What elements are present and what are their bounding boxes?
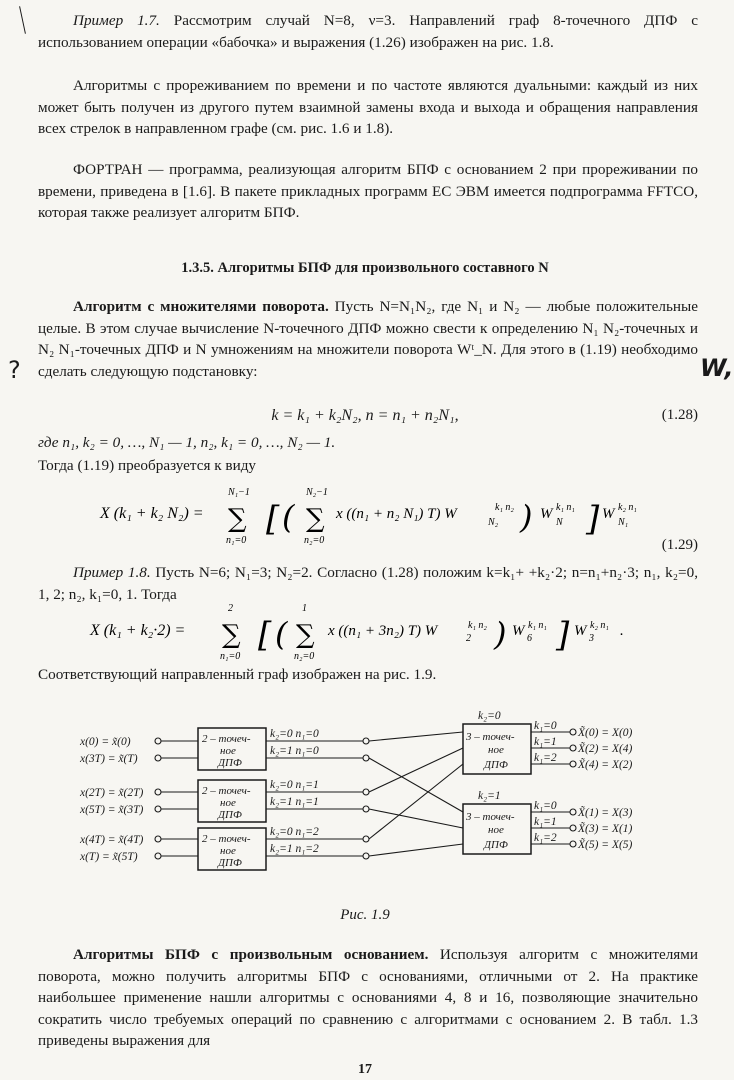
svg-text:ДПФ: ДПФ: [484, 839, 508, 851]
input-label: x(T) = x̃(5T): [80, 851, 138, 863]
paragraph-text: ФОРТРАН — программа, реализующая алгоритм БПФ с основанием 2 при прореживании по времени, приведена в [1.6]. В пакете прикладных программ ЕС ЭВМ имеется подпрограмма FFTCO, которая также реализует алгоритм БПФ.: [38, 161, 698, 221]
inner-sum-sign: ∑: [306, 504, 325, 534]
paragraph-text: Используя алгоритм с множителями поворота, можно получить алгоритмы БПФ с основаниями, отличными от 2. На практике наибольшее применение нашли алгоритмы с основаниями 4, 8 и 16, позволяющие значительно сократить число требуемых операций по сравнению с алгоритмами с основанием 2. В табл. 1.3 приведены выражения для: [38, 946, 699, 1049]
input-connectors: [155, 738, 198, 859]
sum-sign: ∑: [228, 504, 247, 534]
paragraph-text: Пусть N=N₁N₂, где N₁ и N₂ — любые положительные целые. В этом случае вычисление N-точечного ДПФ можно свести к определению N₁ N₂-точечных и N₂ N₁-точечных ДПФ и N умножениям на множители поворота Wᵗ_N. Для этого в (1.19) необходимо сделать следующую подстановку:: [38, 298, 698, 380]
period: .: [620, 623, 624, 639]
margin-question-mark: ?: [8, 356, 21, 384]
svg-text:3 – точеч-: 3 – точеч-: [466, 811, 515, 823]
svg-text:ДПФ: ДПФ: [218, 757, 242, 769]
w-sub: 2: [466, 633, 471, 644]
inner-sum-sign: ∑: [296, 620, 315, 650]
svg-text:ДПФ: ДПФ: [218, 857, 242, 869]
svg-text:ное: ное: [488, 824, 504, 836]
equation-example: [0, 603, 730, 661]
output-label: X̃(5) = X(5): [578, 839, 633, 851]
paragraph-arbitrary-radix: [38, 944, 698, 1052]
k1-label: k₁=0: [534, 720, 557, 732]
paragraph-example-1-8: [38, 562, 698, 605]
output-label: X̃(4) = X(2): [578, 759, 633, 771]
equation-number: (1.28): [661, 407, 698, 423]
dft2-box-1: [198, 728, 266, 770]
sum-upper: 2: [228, 603, 233, 614]
w2: W: [540, 506, 553, 522]
margin-stroke: [19, 6, 26, 34]
paren-close: ): [520, 498, 533, 536]
inner-sum-lower: n₂=0: [304, 535, 325, 546]
paragraph-label: Алгоритм с множителями поворота.: [73, 298, 329, 315]
sum-lower: n₁=0: [226, 535, 247, 546]
w2-exp: k₁ n₁: [556, 502, 575, 513]
paragraph-text: Алгоритмы с прореживанием по времени и по частоте являются дуальными: каждый из них может быть получен из другого путем взаимной замены входа и выхода и обращения направления всех стрелок в направленном графе (см. рис. 1.6 и 1.8).: [38, 77, 698, 137]
figure-1-9: [80, 708, 660, 893]
equation-1-29-graphic: [0, 485, 730, 547]
page-number: 17: [358, 1062, 372, 1077]
eq129-rhs: x ((n₁ + n₂ N₁) T) W: [336, 506, 457, 522]
sum-upper: N₁−1: [228, 487, 250, 498]
svg-text:2 – точеч-: 2 – точеч-: [202, 733, 251, 745]
k1-label: k₁=1: [534, 736, 557, 748]
bracket-close: ]: [586, 499, 600, 539]
sum-lower: n₁=0: [220, 651, 241, 662]
inner-sum-upper: 1: [302, 603, 307, 614]
eq129-lhs: X (k₁ + k₂ N₂) =: [100, 505, 204, 522]
svg-text:2 – точеч-: 2 – точеч-: [202, 833, 251, 845]
output-label: X̃(2) = X(4): [578, 743, 633, 755]
inner-term: x ((n₁ + 3n₂) T) W: [328, 623, 438, 639]
svg-text:2 – точеч-: 2 – точеч-: [202, 785, 251, 797]
paragraph-then: [38, 455, 698, 477]
w3-sub: N₁: [618, 517, 629, 528]
w-exp: k₁ n₂: [495, 502, 514, 513]
equation-1-29: [0, 485, 730, 553]
paragraph-example-1-7: [38, 10, 698, 53]
output-label: X̃(1) = X(3): [578, 807, 633, 819]
mid-label: k₂=0 n₁=0: [270, 728, 319, 740]
example-label: Пример 1.7.: [73, 12, 160, 29]
equation-where-clause: [38, 432, 698, 454]
svg-text:ное: ное: [220, 745, 236, 757]
paragraph-text: Пусть N=6; N₁=3; N₂=2. Согласно (1.28) положим k=k₁+ +k₂·2; n=n₁+n₂·3; n₁, k₂=0, 1, 2; n₂, k₁=0, 1. Тогда: [38, 564, 698, 603]
equation-1-28: [0, 407, 730, 425]
w3-exp: k₂ n₁: [618, 502, 637, 513]
w6-exp: k₁ n₁: [528, 620, 547, 631]
mid-label: k₂=1 n₁=2: [270, 843, 319, 855]
where-text: где n₁, k₂ = 0, …, N₁ — 1, n₂, k₁ = 0, …, N₂ — 1.: [38, 434, 336, 451]
k2-label-bottom: k₂=1: [478, 790, 501, 802]
input-label: x(3T) = x̃(T): [80, 753, 138, 765]
paragraph-label: Алгоритмы БПФ с произвольным основанием.: [73, 946, 429, 963]
mid-label: k₂=1 n₁=1: [270, 796, 319, 808]
paragraph-twiddle: [38, 296, 698, 382]
dft3-box-bottom: [463, 804, 531, 854]
w3-sub: 3: [589, 633, 594, 644]
svg-text:ДПФ: ДПФ: [484, 759, 508, 771]
paren-close: ): [494, 615, 507, 653]
paragraph-duality: [38, 75, 698, 140]
w3-exp: k₂ n₁: [590, 620, 609, 631]
input-label: x(5T) = x̃(3T): [80, 804, 144, 816]
dft3-box-top: [463, 724, 531, 774]
inner-sum-lower: n₂=0: [294, 651, 315, 662]
w-exp: k₁ n₂: [468, 620, 487, 631]
k2-label-top: k₂=0: [478, 710, 501, 722]
w6: W: [512, 623, 525, 639]
equation-example-graphic: [0, 603, 730, 663]
svg-text:ДПФ: ДПФ: [218, 809, 242, 821]
k1-label: k₁=2: [534, 752, 557, 764]
paragraph-text: Соответствующий направленный граф изображен на рис. 1.9.: [38, 666, 437, 683]
w2-sub: N: [556, 517, 563, 528]
margin-w-mark: W,: [700, 354, 734, 382]
w-sub: N₂: [488, 517, 499, 528]
paren-open: (: [282, 498, 295, 536]
sum-sign: ∑: [222, 620, 241, 650]
equation-number: (1.29): [661, 537, 698, 553]
svg-text:3 – точеч-: 3 – точеч-: [466, 731, 515, 743]
bracket-open: [: [266, 499, 280, 539]
svg-text:ное: ное: [220, 845, 236, 857]
mid-label: k₂=0 n₁=2: [270, 826, 319, 838]
input-label: x(2T) = x̃(2T): [80, 787, 144, 799]
mid-label: k₂=1 n₁=0: [270, 745, 319, 757]
k1-label: k₁=2: [534, 832, 557, 844]
paren-open: (: [275, 615, 288, 653]
paragraph-text: Рассмотрим случай N=8, ν=3. Направлений граф 8-точечного ДПФ с использованием операции «бабочка» и выражения (1.26) изображен на рис. 1.8.: [38, 12, 699, 51]
svg-text:ное: ное: [220, 797, 236, 809]
dft2-box-2: [198, 780, 266, 822]
output-label: X̃(3) = X(1): [578, 823, 633, 835]
svg-text:ное: ное: [488, 744, 504, 756]
input-label: x(0) = x̃(0): [80, 736, 131, 748]
bracket-open: [: [258, 615, 272, 655]
input-label: x(4T) = x̃(4T): [80, 834, 144, 846]
output-label: X̃(0) = X(0): [578, 727, 633, 739]
k1-label: k₁=1: [534, 816, 557, 828]
figure-caption: Рис. 1.9: [340, 907, 390, 923]
inner-sum-upper: N₂−1: [306, 487, 328, 498]
mid-label: k₂=0 n₁=1: [270, 779, 319, 791]
w3: W: [574, 623, 587, 639]
eq-ex-lhs: X (k₁ + k₂·2) =: [90, 622, 186, 639]
k1-label: k₁=0: [534, 800, 557, 812]
paragraph-text: Тогда (1.19) преобразуется к виду: [38, 457, 257, 474]
w6-sub: 6: [527, 633, 532, 644]
section-heading: 1.3.5. Алгоритмы БПФ для произвольного составного N: [181, 260, 549, 276]
equation-body: k = k₁ + k₂N₂, n = n₁ + n₂N₁,: [271, 407, 459, 424]
paragraph-fortran: [38, 159, 698, 224]
paragraph-graph-ref: [38, 664, 698, 686]
example-label: Пример 1.8.: [73, 564, 151, 581]
bracket-close: ]: [556, 615, 570, 655]
dft2-box-3: [198, 828, 266, 870]
crossing-edges: [369, 732, 463, 856]
w3: W: [602, 506, 615, 522]
